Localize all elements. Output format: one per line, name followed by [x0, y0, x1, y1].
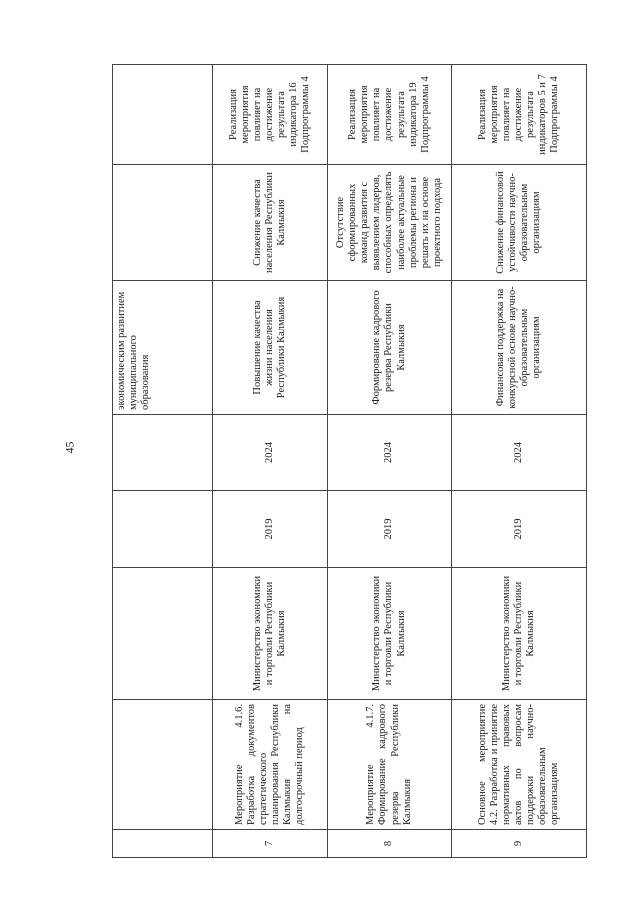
cell-start: 2019	[213, 491, 328, 568]
cell-end: 2024	[452, 415, 587, 491]
program-activities-table	[112, 64, 587, 858]
table-row	[213, 65, 328, 858]
cell-end: 2024	[213, 415, 328, 491]
cell-consequence: Снижение качества населения Республики Калмыкия	[213, 165, 328, 281]
cell-consequence: Отсутствие сформированных команд развития с выявлением лидеров, способных определять наиболее актуальные проблемы региона и решать их на основе проектного подхода	[328, 165, 452, 281]
cell-end: 2024	[328, 415, 452, 491]
cell-start: 2019	[328, 491, 452, 568]
cell-name: Основное мероприятие 4.2. Разработка и принятие нормативных правовых актов по вопросам поддержки научно-образовательным организациям	[452, 700, 587, 830]
cell-relation	[113, 65, 213, 165]
cell-consequence: Снижение финансовой устойчивости научно-образовательным организациям	[452, 165, 587, 281]
cell-executor: Министерство экономики и торговли Республики Калмыкия	[452, 568, 587, 700]
table-row-continuation	[113, 65, 213, 858]
cell-result: Повышение качества жизни населения Республики Калмыкия	[213, 281, 328, 415]
cell-executor: Министерство экономики и торговли Республики Калмыкия	[213, 568, 328, 700]
cell-result: Формирование кадрового резерва Республики Калмыкия	[328, 281, 452, 415]
cell-result: Финансовая поддержка на конкурсной основе научно-образовательным организациям	[452, 281, 587, 415]
table-row	[452, 65, 587, 858]
rotated-table-container	[112, 65, 586, 858]
cell-num	[113, 830, 213, 858]
cell-name	[113, 700, 213, 830]
cell-relation: Реализация мероприятия повлияет на достижение результата индикатора 19 Подпрограммы 4	[328, 65, 452, 165]
page-number: 45	[62, 441, 77, 454]
cell-consequence	[113, 165, 213, 281]
cell-name: Мероприятие 4.1.6. Разработка документов стратегического планирования Республики Калмыкия на долгосрочный период	[213, 700, 328, 830]
cell-end	[113, 415, 213, 491]
table-row	[328, 65, 452, 858]
cell-num: 8	[328, 830, 452, 858]
cell-num: 7	[213, 830, 328, 858]
cell-relation: Реализация мероприятия повлияет на достижение результата индикаторов 5 и 7 Подпрограммы 4	[452, 65, 587, 165]
cell-executor: Министерство экономики и торговли Республики Калмыкия	[328, 568, 452, 700]
cell-relation: Реализация мероприятия повлияет на достижение результата индикатора 16 Подпрограммы 4	[213, 65, 328, 165]
cell-name: Мероприятие 4.1.7. Формирование кадрового резерва Республики Калмыкия	[328, 700, 452, 830]
cell-executor	[113, 568, 213, 700]
cell-result: экономическим развитием муниципального образования	[113, 281, 213, 415]
cell-start: 2019	[452, 491, 587, 568]
cell-num: 9	[452, 830, 587, 858]
cell-start	[113, 491, 213, 568]
